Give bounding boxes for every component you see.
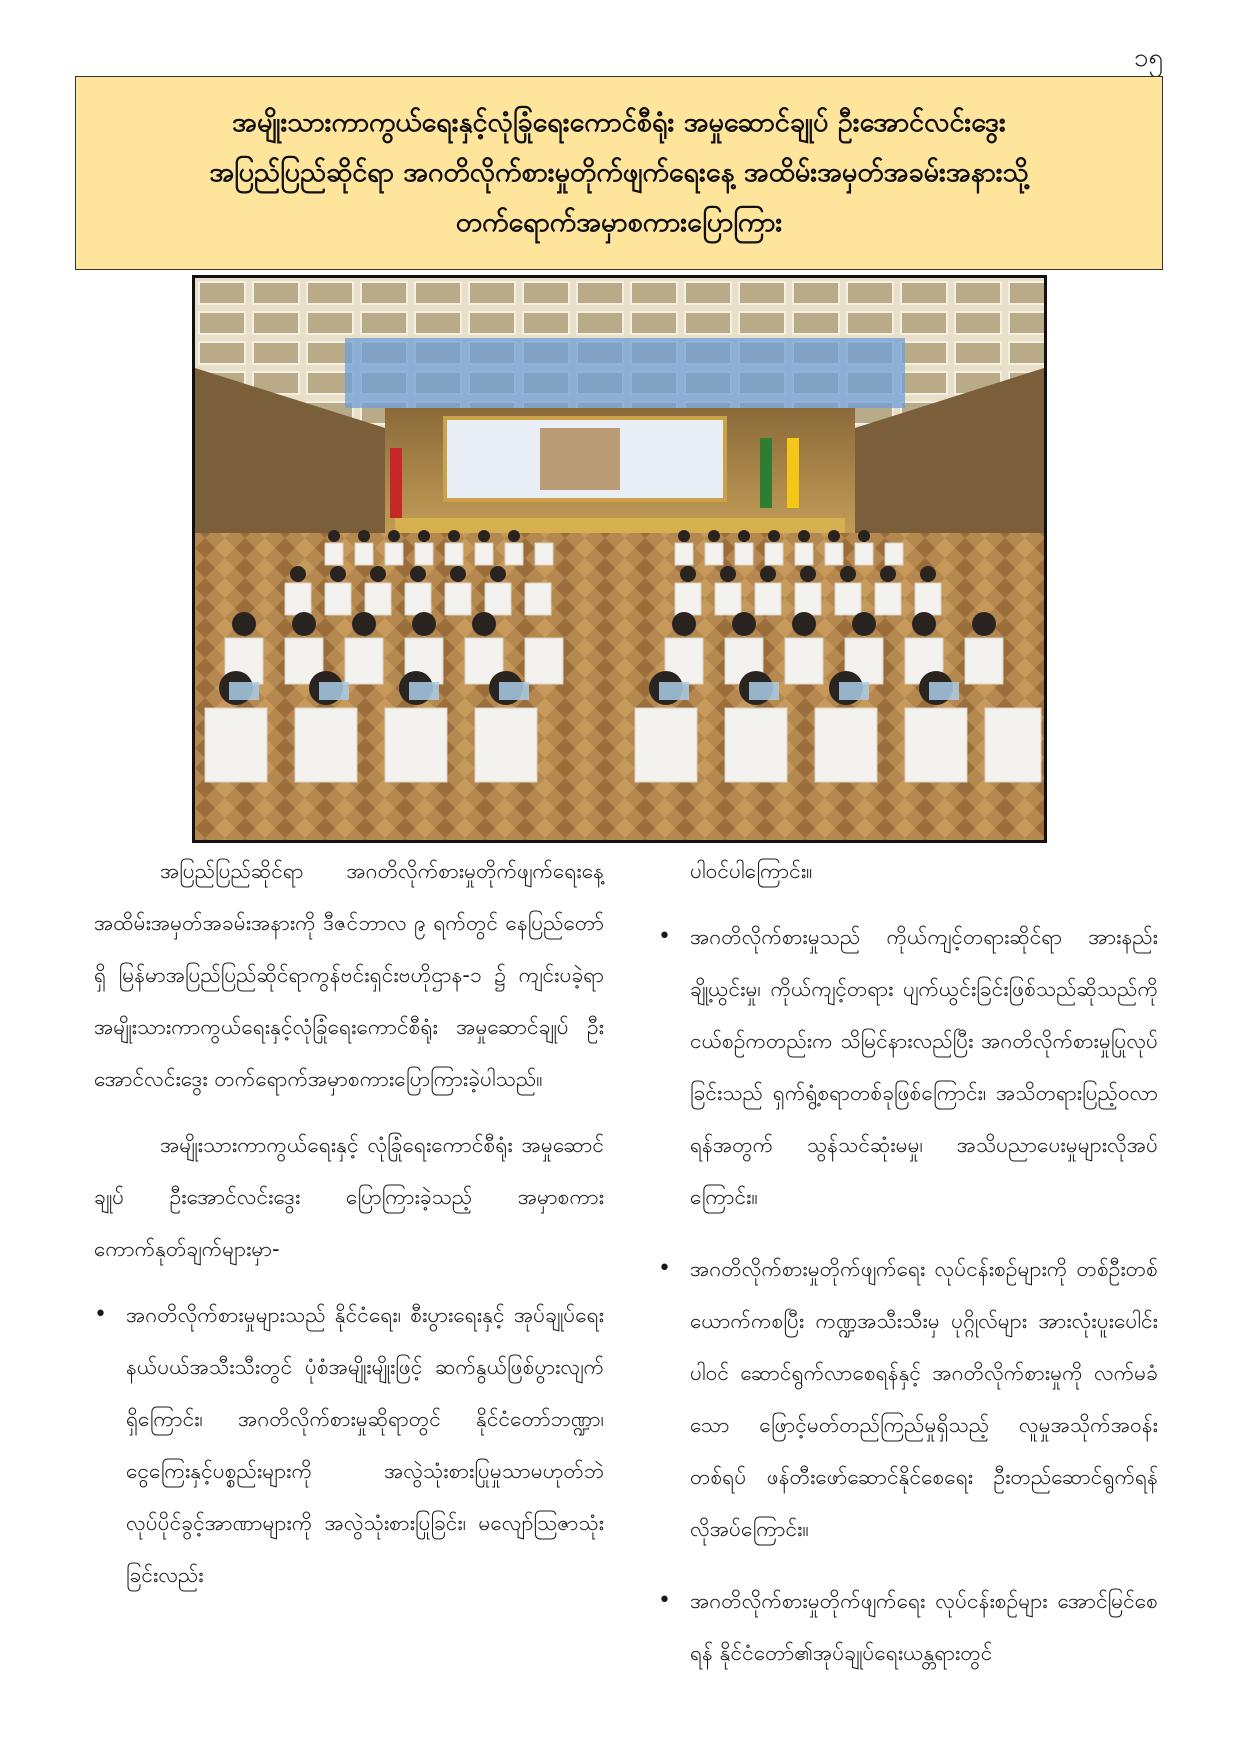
bullet-dot: • [658, 924, 671, 949]
conference-hall-image [195, 278, 1044, 840]
title-line-1: အမျိုးသားကာကွယ်ရေးနှင့်လုံခြုံရေးကောင်စီရုံး အမှုဆောင်ချုပ် ဦးအောင်လင်းဒွေး [232, 107, 1006, 138]
bullet-text: အဂတိလိုက်စားမှုသည် ကိုယ်ကျင့်တရားဆိုင်ရာ အားနည်းချို့ယွင်းမှု၊ ကိုယ်ကျင့်တရား ပျက်ယွင်းခြင်းဖြစ်သည်ဆိုသည်ကို ငယ်စဉ်ကတည်းက သိမြင်နားလည်ပြီး အဂတိလိုက်စားမှုပြုလုပ်ခြင်းသည် ရှက်ရွံ့စရာတစ်ခုဖြစ်ကြောင်း၊ အသိတရားပြည့်ဝလာရန်အတွက် သွန်သင်ဆုံးမမှု၊ အသိပညာပေးမှုများလိုအပ်ကြောင်း။ [690, 925, 1158, 1209]
bullet-dot: • [94, 1302, 107, 1327]
bullet-item-4 [658, 1575, 1158, 1679]
right-column [658, 845, 1158, 1699]
bullet-item-1 [94, 1289, 604, 1601]
bullet-dot: • [658, 1588, 671, 1613]
intro-paragraph: အပြည်ပြည်ဆိုင်ရာ အဂတိလိုက်စားမှုတိုက်ဖျက်ရေးနေ့ အထိမ်းအမှတ်အခမ်းအနားကို ဒီဇင်ဘာလ ၉ ရက်တွင် နေပြည်တော်ရှိ မြန်မာအပြည်ပြည်ဆိုင်ရာကွန်ဗင်းရှင်းဗဟိုဌာန-၁ ၌ ကျင်းပခဲ့ရာ အမျိုးသားကာကွယ်ရေးနှင့်လုံခြုံရေးကောင်စီရုံး အမှုဆောင်ချုပ် ဦးအောင်လင်းဒွေး တက်ရောက်အမှာစကားပြောကြားခဲ့ပါသည်။ [94, 859, 604, 1091]
bullet-item-3 [658, 1243, 1158, 1555]
bullet-text: အဂတိလိုက်စားမှုတိုက်ဖျက်ရေး လုပ်ငန်းစဉ်များကို တစ်ဦးတစ်ယောက်ကစပြီး ကဏ္ဍအသီးသီးမှ ပုဂ္ဂိုလ်များ အားလုံးပူးပေါင်းပါဝင် ဆောင်ရွက်လာစေရန်နှင့် အဂတိလိုက်စားမှုကို လက်မခံသော ဖြောင့်မတ်တည်ကြည်မှုရှိသည့် လူမှုအသိုက်အဝန်းတစ်ရပ် ဖန်တီးဖော်ဆောင်နိုင်စေရေး ဦးတည်ဆောင်ရွက်ရန် လိုအပ်ကြောင်း။ [690, 1257, 1158, 1541]
title-box [75, 76, 1163, 270]
continuation-text: ပါဝင်ပါကြောင်း။ [690, 859, 813, 883]
title-line-2: အပြည်ပြည်ဆိုင်ရာ အဂတိလိုက်စားမှုတိုက်ဖျက်ရေးနေ့ အထိမ်းအမှတ်အခမ်းအနားသို့ [209, 157, 1029, 188]
bullet-text: အဂတိလိုက်စားမှုများသည် နိုင်ငံရေး၊ စီးပွားရေးနှင့် အုပ်ချုပ်ရေးနယ်ပယ်အသီးသီးတွင် ပုံစံအမျိုးမျိုးဖြင့် ဆက်နွယ်ဖြစ်ပွားလျက်ရှိကြောင်း၊ အဂတိလိုက်စားမှုဆိုရာတွင် နိုင်ငံတော်ဘဏ္ဍာ၊ ငွေကြေးနှင့်ပစ္စည်းများကို အလွဲသုံးစားပြုမှုသာမဟုတ်ဘဲ လုပ်ပိုင်ခွင့်အာဏာများကို အလွဲသုံးစားပြုခြင်း၊ မလျော်သြဇာသုံးခြင်းလည်း [126, 1303, 604, 1587]
bullet-text: အဂတိလိုက်စားမှုတိုက်ဖျက်ရေး လုပ်ငန်းစဉ်များ အောင်မြင်စေရန် နိုင်ငံတော်၏အုပ်ချုပ်ရေးယန္တရားတွင် [690, 1589, 1158, 1665]
title-line-3: တက်ရောက်အမှာစကားပြောကြား [455, 207, 783, 238]
lead-paragraph: အမျိုးသားကာကွယ်ရေးနှင့် လုံခြုံရေးကောင်စီရုံး အမှုဆောင်ချုပ် ဦးအောင်လင်းဒွေး ပြောကြားခဲ့သည့် အမှာစကားကောက်နုတ်ချက်များမှာ- [94, 1133, 604, 1261]
page-number: ၁၅ [1133, 43, 1163, 73]
left-column [94, 845, 604, 1621]
bullet-dot: • [658, 1256, 671, 1281]
conference-hall-photo [192, 275, 1047, 843]
bullet-item-2 [658, 911, 1158, 1223]
